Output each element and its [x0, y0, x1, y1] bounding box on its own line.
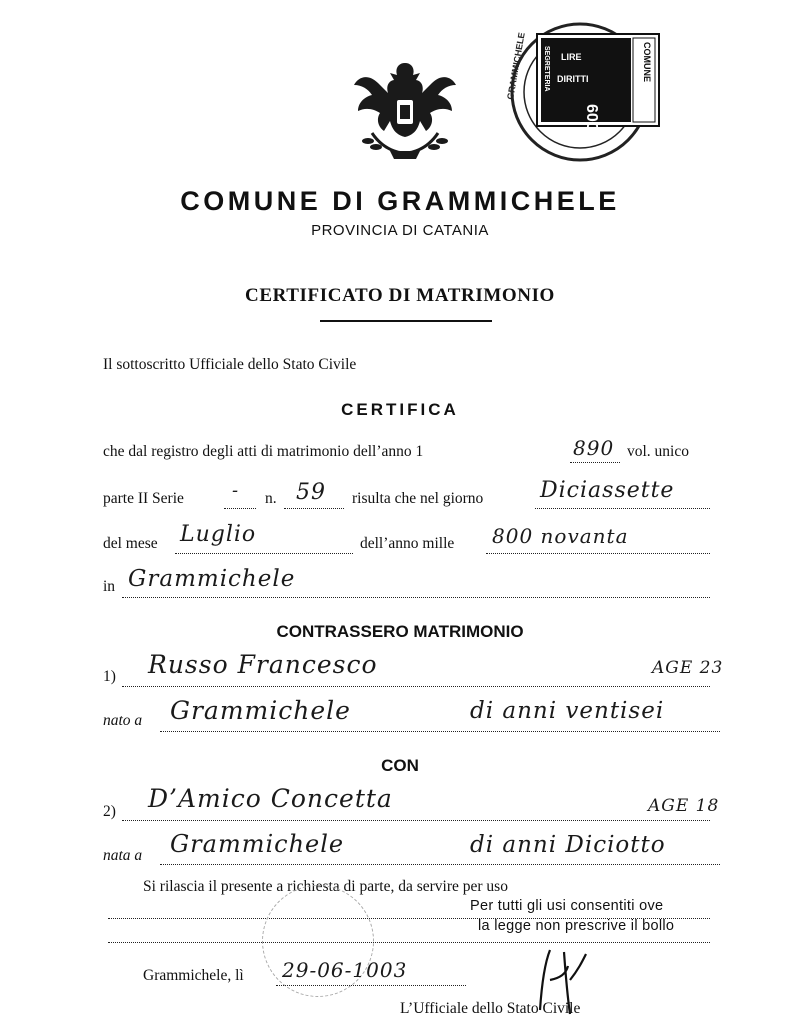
year-dotted-line: [570, 462, 620, 463]
con-heading: CON: [381, 756, 419, 775]
person2-number: 2): [103, 803, 116, 820]
signature-label: L’Ufficiale dello Stato Civile: [400, 1000, 581, 1017]
n-label: n.: [265, 490, 277, 507]
person2-years-handwritten: di anni Diciotto: [470, 832, 666, 858]
stamp-comune-text: COMUNE: [642, 42, 652, 82]
year-handwritten: 890: [573, 436, 615, 460]
contrassero-heading: CONTRASSERO MATRIMONIO: [276, 622, 524, 641]
usage-stamp-line2: la legge non prescrive il bollo: [478, 918, 675, 934]
number-handwritten: 59: [296, 480, 326, 505]
revenue-stamp: [505, 12, 665, 172]
year-words-handwritten: 800 novanta: [492, 524, 629, 548]
certifica-heading: CERTIFICA: [341, 400, 459, 419]
date-dotted-line: [276, 985, 466, 986]
person1-nato-label: nato a: [103, 712, 143, 729]
title-divider: [320, 320, 492, 322]
person2-age-handwritten: AGE 18: [648, 796, 720, 816]
person2-birthplace-handwritten: Grammichele: [170, 830, 345, 858]
stamp-number-text: 600: [583, 104, 600, 131]
number-dotted-line: [284, 508, 344, 509]
person1-name-dotted-line: [122, 686, 710, 687]
stamp-diritti-text: DIRITTI: [557, 74, 589, 84]
serie-dotted-line: [224, 508, 256, 509]
year-words-dotted-line: [486, 553, 710, 554]
date-handwritten: 29-06-1003: [282, 958, 408, 982]
person2-nata-label: nata a: [103, 847, 143, 864]
line2-mid: risulta che nel giorno: [352, 490, 484, 507]
person1-number: 1): [103, 668, 116, 685]
day-dotted-line: [535, 508, 710, 509]
person1-birth-dotted-line: [160, 731, 720, 732]
eagle-crest-icon: [350, 55, 460, 165]
comune-title: COMUNE DI GRAMMICHELE: [180, 186, 620, 216]
intro-text: Il sottoscritto Ufficiale dello Stato Civile: [103, 356, 357, 373]
person2-name-dotted-line: [122, 820, 710, 821]
line1-prefix: che dal registro degli atti di matrimonio dell’anno 1: [103, 443, 424, 460]
person1-name-handwritten: Russo Francesco: [148, 650, 378, 679]
stamp-lire-text: LIRE: [561, 52, 582, 62]
person1-years-handwritten: di anni ventisei: [470, 698, 665, 724]
rilascia-text: Si rilascia il presente a richiesta di parte, da servire per uso: [143, 878, 508, 895]
certificate-title: CERTIFICATO DI MATRIMONIO: [245, 285, 555, 306]
person1-age-handwritten: AGE 23: [652, 658, 724, 678]
line3-prefix: del mese: [103, 535, 158, 552]
serie-handwritten: -: [232, 480, 240, 501]
usage-stamp-line1: Per tutti gli usi consentiti ove: [470, 898, 664, 914]
person1-birthplace-handwritten: Grammichele: [170, 696, 351, 725]
stamp-middle-text: GRAMMICHELE: [505, 31, 527, 101]
month-handwritten: Luglio: [180, 522, 257, 547]
line3-mid: dell’anno mille: [360, 535, 455, 552]
month-dotted-line: [175, 553, 353, 554]
day-handwritten: Diciassette: [540, 478, 675, 503]
place-handwritten: Grammichele: [128, 566, 296, 592]
line2-prefix: parte II Serie: [103, 490, 184, 507]
provincia-subtitle: PROVINCIA DI CATANIA: [311, 222, 489, 239]
place-date-label: Grammichele, lì: [143, 967, 244, 984]
line4-prefix: in: [103, 578, 116, 595]
stamp-segreteria-text: SEGRETERIA: [543, 46, 550, 92]
line1-suffix: vol. unico: [627, 443, 689, 460]
person2-birth-dotted-line: [160, 864, 720, 865]
usage-dotted-line-2: [108, 942, 710, 943]
place-dotted-line: [122, 597, 710, 598]
person2-name-handwritten: D’Amico Concetta: [148, 784, 393, 813]
